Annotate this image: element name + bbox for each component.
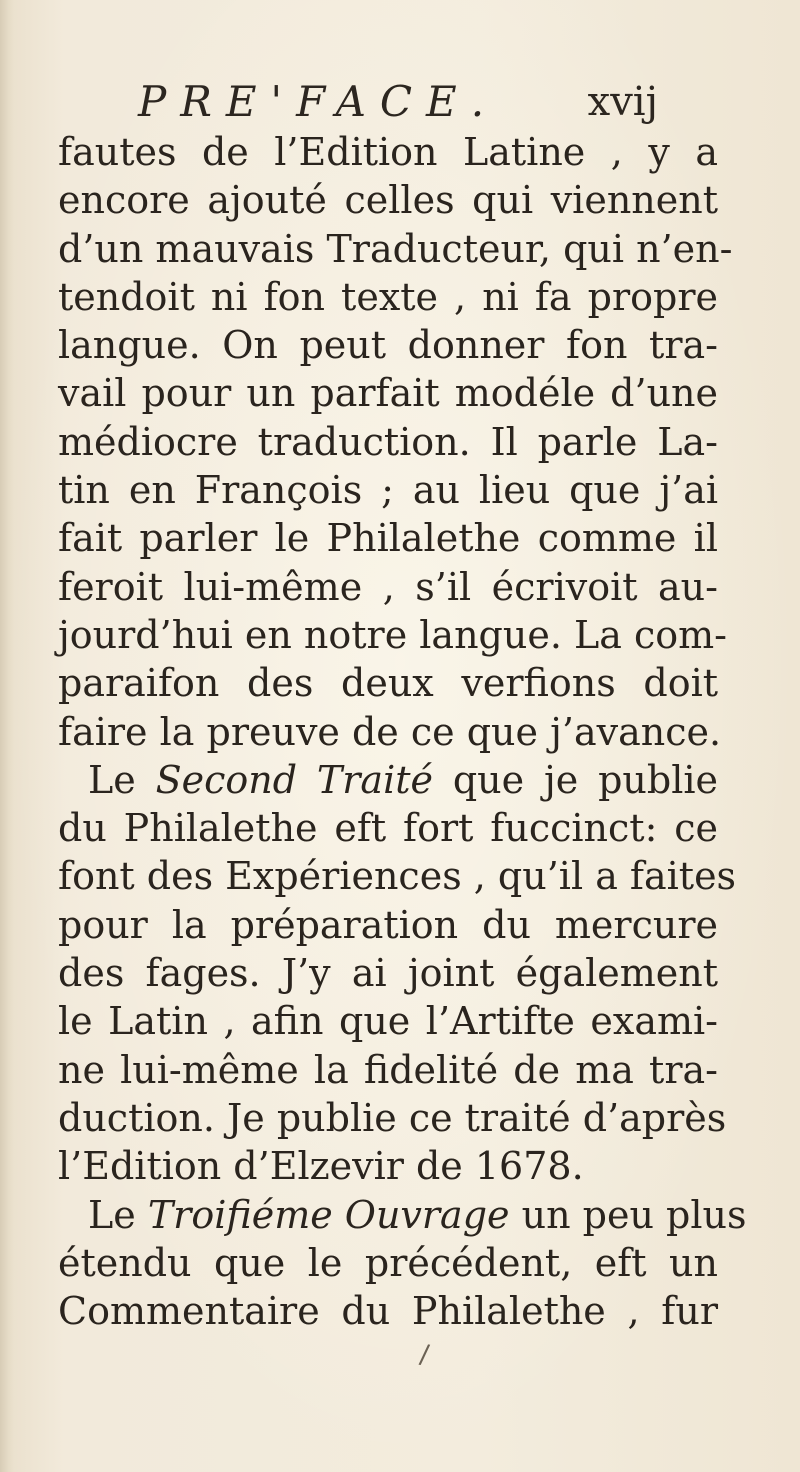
text-line: des fages. J’y ai joint également <box>58 951 718 996</box>
text-line: du Philalethe eft fort fuccinct: ce <box>58 806 718 851</box>
body-text <box>58 128 747 1335</box>
text-line: jourd’hui en notre langue. La com- <box>58 612 728 657</box>
text-line: tin en François ; au lieu que j’ai <box>58 468 718 513</box>
text-fragment: Le <box>88 757 156 802</box>
text-fragment: Le <box>88 1192 148 1237</box>
page-number: xvij <box>587 79 658 125</box>
paragraph-opening-second-treatise <box>58 756 718 804</box>
text-line: font des Expériences , qu’il a faites <box>58 854 737 899</box>
text-line: langue. On peut donner fon tra- <box>58 323 718 368</box>
page-gutter-edge <box>0 0 14 1472</box>
italic-title-third-work: Troifiéme Ouvrage <box>147 1192 510 1237</box>
text-line: Commentaire du Philalethe , fur <box>58 1289 718 1334</box>
running-head: PRE'FACE. <box>138 77 499 126</box>
text-line: paraifon des deux verfions doit <box>58 661 718 706</box>
text-line: encore ajouté celles qui viennent <box>58 178 718 223</box>
text-line: feroit lui-même , s’il écrivoit au- <box>58 564 718 609</box>
text-line: l’Edition d’Elzevir de 1678. <box>58 1144 584 1189</box>
text-line: tendoit ni fon texte , ni fa propre <box>58 274 718 319</box>
text-line: fait parler le Philalethe comme il <box>58 516 718 561</box>
paragraph-opening-third-work <box>58 1191 747 1239</box>
page-header <box>138 72 658 132</box>
text-line: pour la préparation du mercure <box>58 902 718 947</box>
text-line: ne lui-même la fidelité de ma tra- <box>58 1047 718 1092</box>
text-fragment: que je publie <box>432 757 718 802</box>
text-fragment: un peu plus <box>509 1192 747 1237</box>
text-line: étendu que le précédent, eft un <box>58 1240 718 1285</box>
text-line: d’un mauvais Traducteur, qui n’en- <box>58 226 733 271</box>
text-line: fautes de l’Edition Latine , y a <box>58 130 718 174</box>
text-line: médiocre traduction. Il parle La- <box>58 419 718 464</box>
text-line: duction. Je publie ce traité d’après <box>58 1095 727 1140</box>
text-line: le Latin , afin que l’Artifte exami- <box>58 999 718 1044</box>
text-line: vail pour un parfait modéle d’une <box>58 371 718 416</box>
stray-mark: / <box>417 1339 431 1371</box>
italic-title-second-treatise: Second Traité <box>155 757 433 802</box>
text-line: faire la preuve de ce que j’avance. <box>58 709 722 754</box>
